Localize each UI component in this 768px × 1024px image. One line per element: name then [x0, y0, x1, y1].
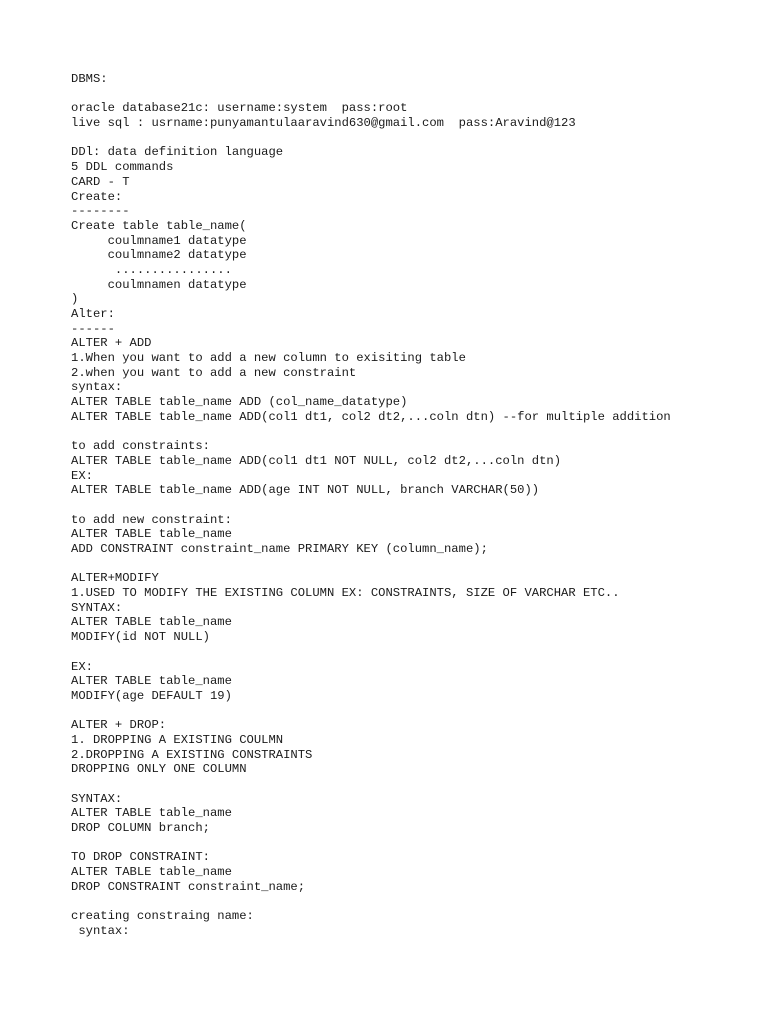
- document-line: DBMS:: [71, 72, 108, 86]
- document-line: TO DROP CONSTRAINT:: [71, 850, 210, 865]
- document-line: [71, 498, 761, 513]
- document-line: 1.USED TO MODIFY THE EXISTING COLUMN EX: CONSTRAINTS, SIZE OF VARCHAR ETC..: [71, 586, 620, 601]
- document-text: [71, 72, 761, 939]
- document-line: ): [71, 292, 79, 307]
- document-line: ALTER TABLE table_name ADD(col1 dt1, col2 dt2,...coln dtn) --for multiple addition: [71, 409, 671, 424]
- document-line: ALTER TABLE table_name ADD(age INT NOT NULL, branch VARCHAR(50)): [71, 483, 540, 498]
- document-line: [71, 895, 761, 910]
- document-line: SYNTAX:: [71, 600, 123, 615]
- document-line: syntax:: [71, 923, 130, 938]
- document-line: ALTER + ADD: [71, 336, 152, 351]
- document-line: [71, 87, 761, 102]
- document-line: SYNTAX:: [71, 791, 123, 806]
- document-line: CARD - T: [71, 174, 130, 189]
- document-line: 1. DROPPING A EXISTING COULMN: [71, 732, 284, 747]
- document-line: ................: [71, 262, 232, 277]
- document-line: EX:: [71, 468, 93, 483]
- document-line: ALTER TABLE table_name: [71, 527, 232, 542]
- document-line: 5 DDL commands: [71, 160, 174, 175]
- document-line: ALTER+MODIFY: [71, 571, 159, 586]
- document-line: coulmname1 datatype: [71, 233, 247, 248]
- document-line: Alter:: [71, 307, 115, 321]
- document-line: ------: [71, 321, 115, 336]
- document-line: syntax:: [71, 380, 123, 395]
- document-line: 1.When you want to add a new column to exisiting table: [71, 351, 466, 366]
- document-line: DROP CONSTRAINT constraint_name;: [71, 879, 306, 894]
- document-line: [71, 645, 761, 660]
- document-line: MODIFY(id NOT NULL): [71, 630, 210, 645]
- document-line: oracle database21c: username:system pass:root: [71, 101, 408, 116]
- document-line: to add new constraint:: [71, 512, 232, 527]
- document-line: ALTER + DROP:: [71, 718, 167, 733]
- document-line: Create table table_name(: [71, 218, 247, 233]
- document-line: ALTER TABLE table_name ADD(col1 dt1 NOT NULL, col2 dt2,...coln dtn): [71, 453, 562, 468]
- document-line: 2.when you want to add a new constraint: [71, 365, 357, 380]
- document-line: coulmname2 datatype: [71, 248, 247, 263]
- document-line: coulmnamen datatype: [71, 277, 247, 292]
- document-line: [71, 425, 761, 440]
- document-line: ALTER TABLE table_name: [71, 615, 232, 630]
- document-line: to add constraints:: [71, 439, 210, 454]
- document-line: [71, 557, 761, 572]
- document-line: ALTER TABLE table_name ADD (col_name_datatype): [71, 395, 408, 410]
- document-line: Create:: [71, 189, 123, 204]
- document-line: creating constraing name:: [71, 909, 254, 924]
- document-line: DDl: data definition language: [71, 145, 284, 160]
- document-line: ADD CONSTRAINT constraint_name PRIMARY KEY (column_name);: [71, 542, 488, 556]
- document-line: [71, 704, 761, 719]
- document-line: [71, 836, 761, 851]
- document-line: MODIFY(age DEFAULT 19): [71, 688, 232, 703]
- document-line: EX:: [71, 659, 93, 674]
- document-line: ALTER TABLE table_name: [71, 674, 232, 689]
- document-line: live sql : usrname:punyamantulaaravind630@gmail.com pass:Aravind@123: [71, 116, 576, 131]
- document-line: [71, 131, 761, 146]
- document-line: ALTER TABLE table_name: [71, 806, 232, 821]
- document-line: [71, 777, 761, 792]
- document-line: --------: [71, 204, 130, 219]
- document-line: DROP COLUMN branch;: [71, 821, 210, 836]
- document-line: ALTER TABLE table_name: [71, 865, 232, 880]
- document-line: DROPPING ONLY ONE COLUMN: [71, 762, 247, 777]
- document-line: 2.DROPPING A EXISTING CONSTRAINTS: [71, 747, 313, 762]
